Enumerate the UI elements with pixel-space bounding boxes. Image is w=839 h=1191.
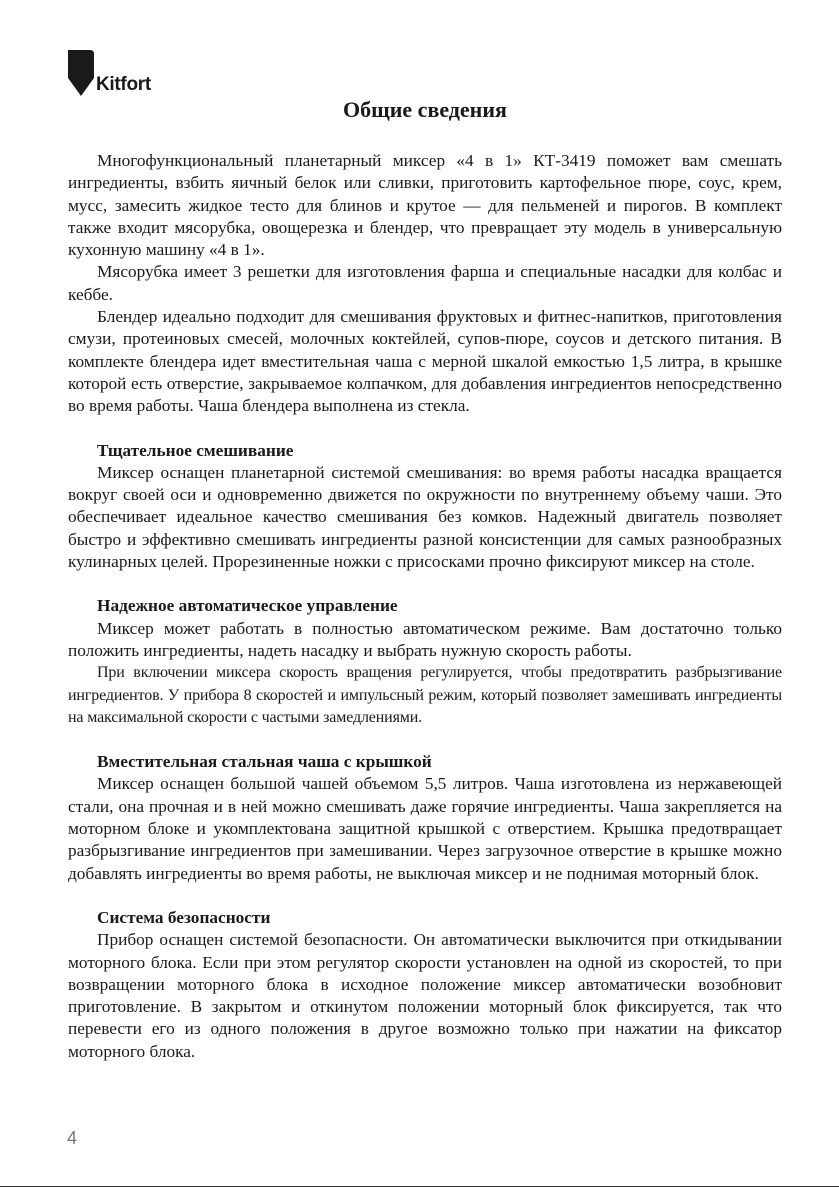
section-paragraph: Миксер оснащен большой чашей объемом 5,5 литров. Чаша изготовлена из нержавеющей стали, она прочная и в ней можно смешивать даже горячие ингредиенты. Чаша закрепляется на моторном блоке и укомплектована защитной крышкой с отверстием. Крышка предотвращает разбрызгивание ингредиентов при замешивании. Через загрузочное отверстие в крышке можно добавлять ингредиенты во время работы, не выключая миксер и не поднимая моторный блок. [68, 774, 782, 883]
section-paragraph: Миксер может работать в полностью автоматическом режиме. Вам достаточно только положить ингредиенты, надеть насадку и выбрать нужную скорость работы. [68, 618, 782, 660]
section-bowl [68, 751, 782, 885]
intro-paragraph: Многофункциональный планетарный миксер «4 в 1» КТ-3419 поможет вам смешать ингредиенты, взбить яичный белок или сливки, приготовить картофельное пюре, соус, крем, мусс, замесить жидкое тесто для блинов и крутое — для пельменей и пирогов. В комплект также входит мясорубка, овощерезка и блендер, что превращает эту модель в универсальную кухонную машину «4 в 1». [68, 151, 782, 260]
kitfort-logo-icon [68, 50, 94, 96]
section-safety [68, 907, 782, 1063]
section-heading: Надежное автоматическое управление [97, 596, 398, 616]
document-body [68, 96, 782, 1063]
page-number: 4 [67, 1128, 78, 1148]
section-heading: Система безопасности [97, 907, 271, 927]
intro-block [68, 150, 782, 418]
intro-paragraph: Мясорубка имеет 3 решетки для изготовления фарша и специальные насадки для колбас и кеббе. [68, 262, 782, 304]
section-heading: Тщательное смешивание [97, 440, 294, 460]
page-title: Общие сведения [343, 97, 507, 122]
bottom-rule [0, 1186, 839, 1187]
section-heading: Вместительная стальная чаша с крышкой [97, 752, 432, 772]
section-paragraph: При включении миксера скорость вращения регулируется, чтобы предотвратить разбрызгивание ингредиентов. У прибора 8 скоростей и импульсный режим, который позволяет замешивать ингредиенты на максимальной скорости с частыми замедлениями. [68, 664, 782, 726]
section-mixing [68, 440, 782, 574]
section-paragraph: Прибор оснащен системой безопасности. Он автоматически выключится при откидывании моторного блока. Если при этом регулятор скорости установлен на одной из скоростей, то при возвращении моторного блока в исходное положение миксер автоматически возобновит приготовление. В закрытом и откинутом положении моторный блок фиксируется, так что перевести его из одного положения в другое возможно только при нажатии на фиксатор моторного блока. [68, 930, 782, 1061]
intro-paragraph: Блендер идеально подходит для смешивания фруктовых и фитнес-напитков, приготовления смузи, протеиновых смесей, молочных коктейлей, супов-пюре, соусов и детского питания. В комплекте блендера идет вместительная чаша с мерной шкалой емкостью 1,5 литра, в крышке которой есть отверстие, закрываемое колпачком, для добавления ингредиентов непосредственно во время работы. Чаша блендера выполнена из стекла. [68, 307, 782, 416]
brand-name: Kitfort [96, 74, 151, 95]
section-paragraph: Миксер оснащен планетарной системой смешивания: во время работы насадка вращается вокруг своей оси и одновременно движется по окружности по внутреннему объему чаши. Это обеспечивает идеальное качество смешивания без комков. Надежный двигатель позволяет быстро и эффективно смешивать ингредиенты разной консистенции для самых разнообразных кулинарных целей. Прорезиненные ножки с присосками прочно фиксируют миксер на столе. [68, 462, 782, 572]
section-control [68, 595, 782, 729]
